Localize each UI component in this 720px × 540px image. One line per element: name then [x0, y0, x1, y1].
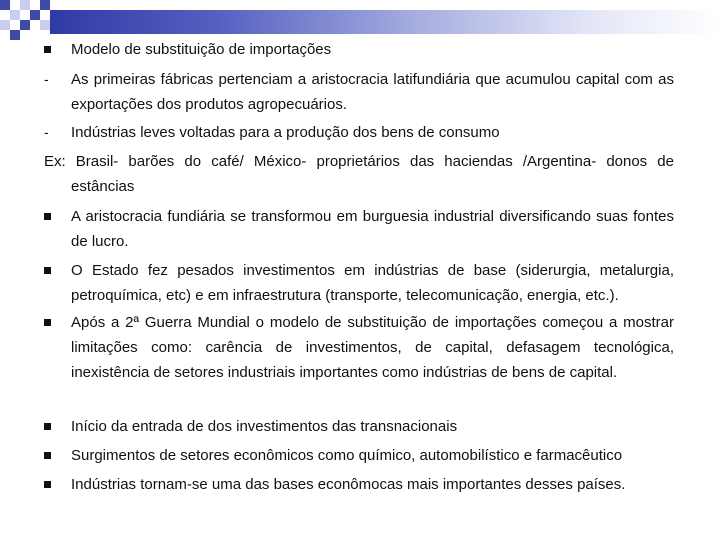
- list-item-text: Surgimentos de setores econômicos como químico, automobilístico e farmacêutico: [71, 447, 623, 464]
- list-item-text: A aristocracia fundiária se transformou em burguesia industrial diversificando suas fontes de lucro.: [71, 208, 674, 250]
- example-line-2: estâncias: [71, 178, 135, 195]
- square-bullet-icon: [44, 310, 58, 335]
- list-item-text: Após a 2ª Guerra Mundial o modelo de substituição de importações começou a mostrar limitações como: carência de investimentos, de capital, defasagem tecnológica, inexistência de setores industriais importantes como indústrias de bens de capital.: [71, 314, 674, 381]
- list-item-text: Modelo de substituição de importações: [71, 41, 332, 58]
- list-item-text: Indústrias tornam-se uma das bases econômocas mais importantes desses países.: [71, 476, 626, 493]
- square-bullet-icon: [44, 204, 58, 229]
- square-bullet-icon: [44, 258, 58, 283]
- list-item-text: Início da entrada de dos investimentos das transnacionais: [71, 418, 458, 435]
- square-bullet-icon: [44, 472, 58, 497]
- square-bullet-icon: [44, 443, 58, 468]
- list-item-text: O Estado fez pesados investimentos em indústrias de base (siderurgia, metalurgia, petroquímica, etc) e em infraestrutura (transporte, telecomunicação, energia, etc.).: [71, 262, 674, 304]
- square-bullet-icon: [44, 37, 58, 62]
- example-line-1: Ex: Brasil- barões do café/ México- proprietários das haciendas /Argentina- donos de: [44, 153, 674, 170]
- dash-bullet-icon: [44, 67, 58, 92]
- square-bullet-icon: [44, 414, 58, 439]
- example-text: [44, 149, 674, 199]
- list-item-text: Indústrias leves voltadas para a produção dos bens de consumo: [71, 124, 500, 141]
- list-item-text: As primeiras fábricas pertenciam a aristocracia latifundiária que acumulou capital com as exportações dos produtos agropecuários.: [71, 71, 674, 113]
- dash-bullet-icon: [44, 120, 58, 145]
